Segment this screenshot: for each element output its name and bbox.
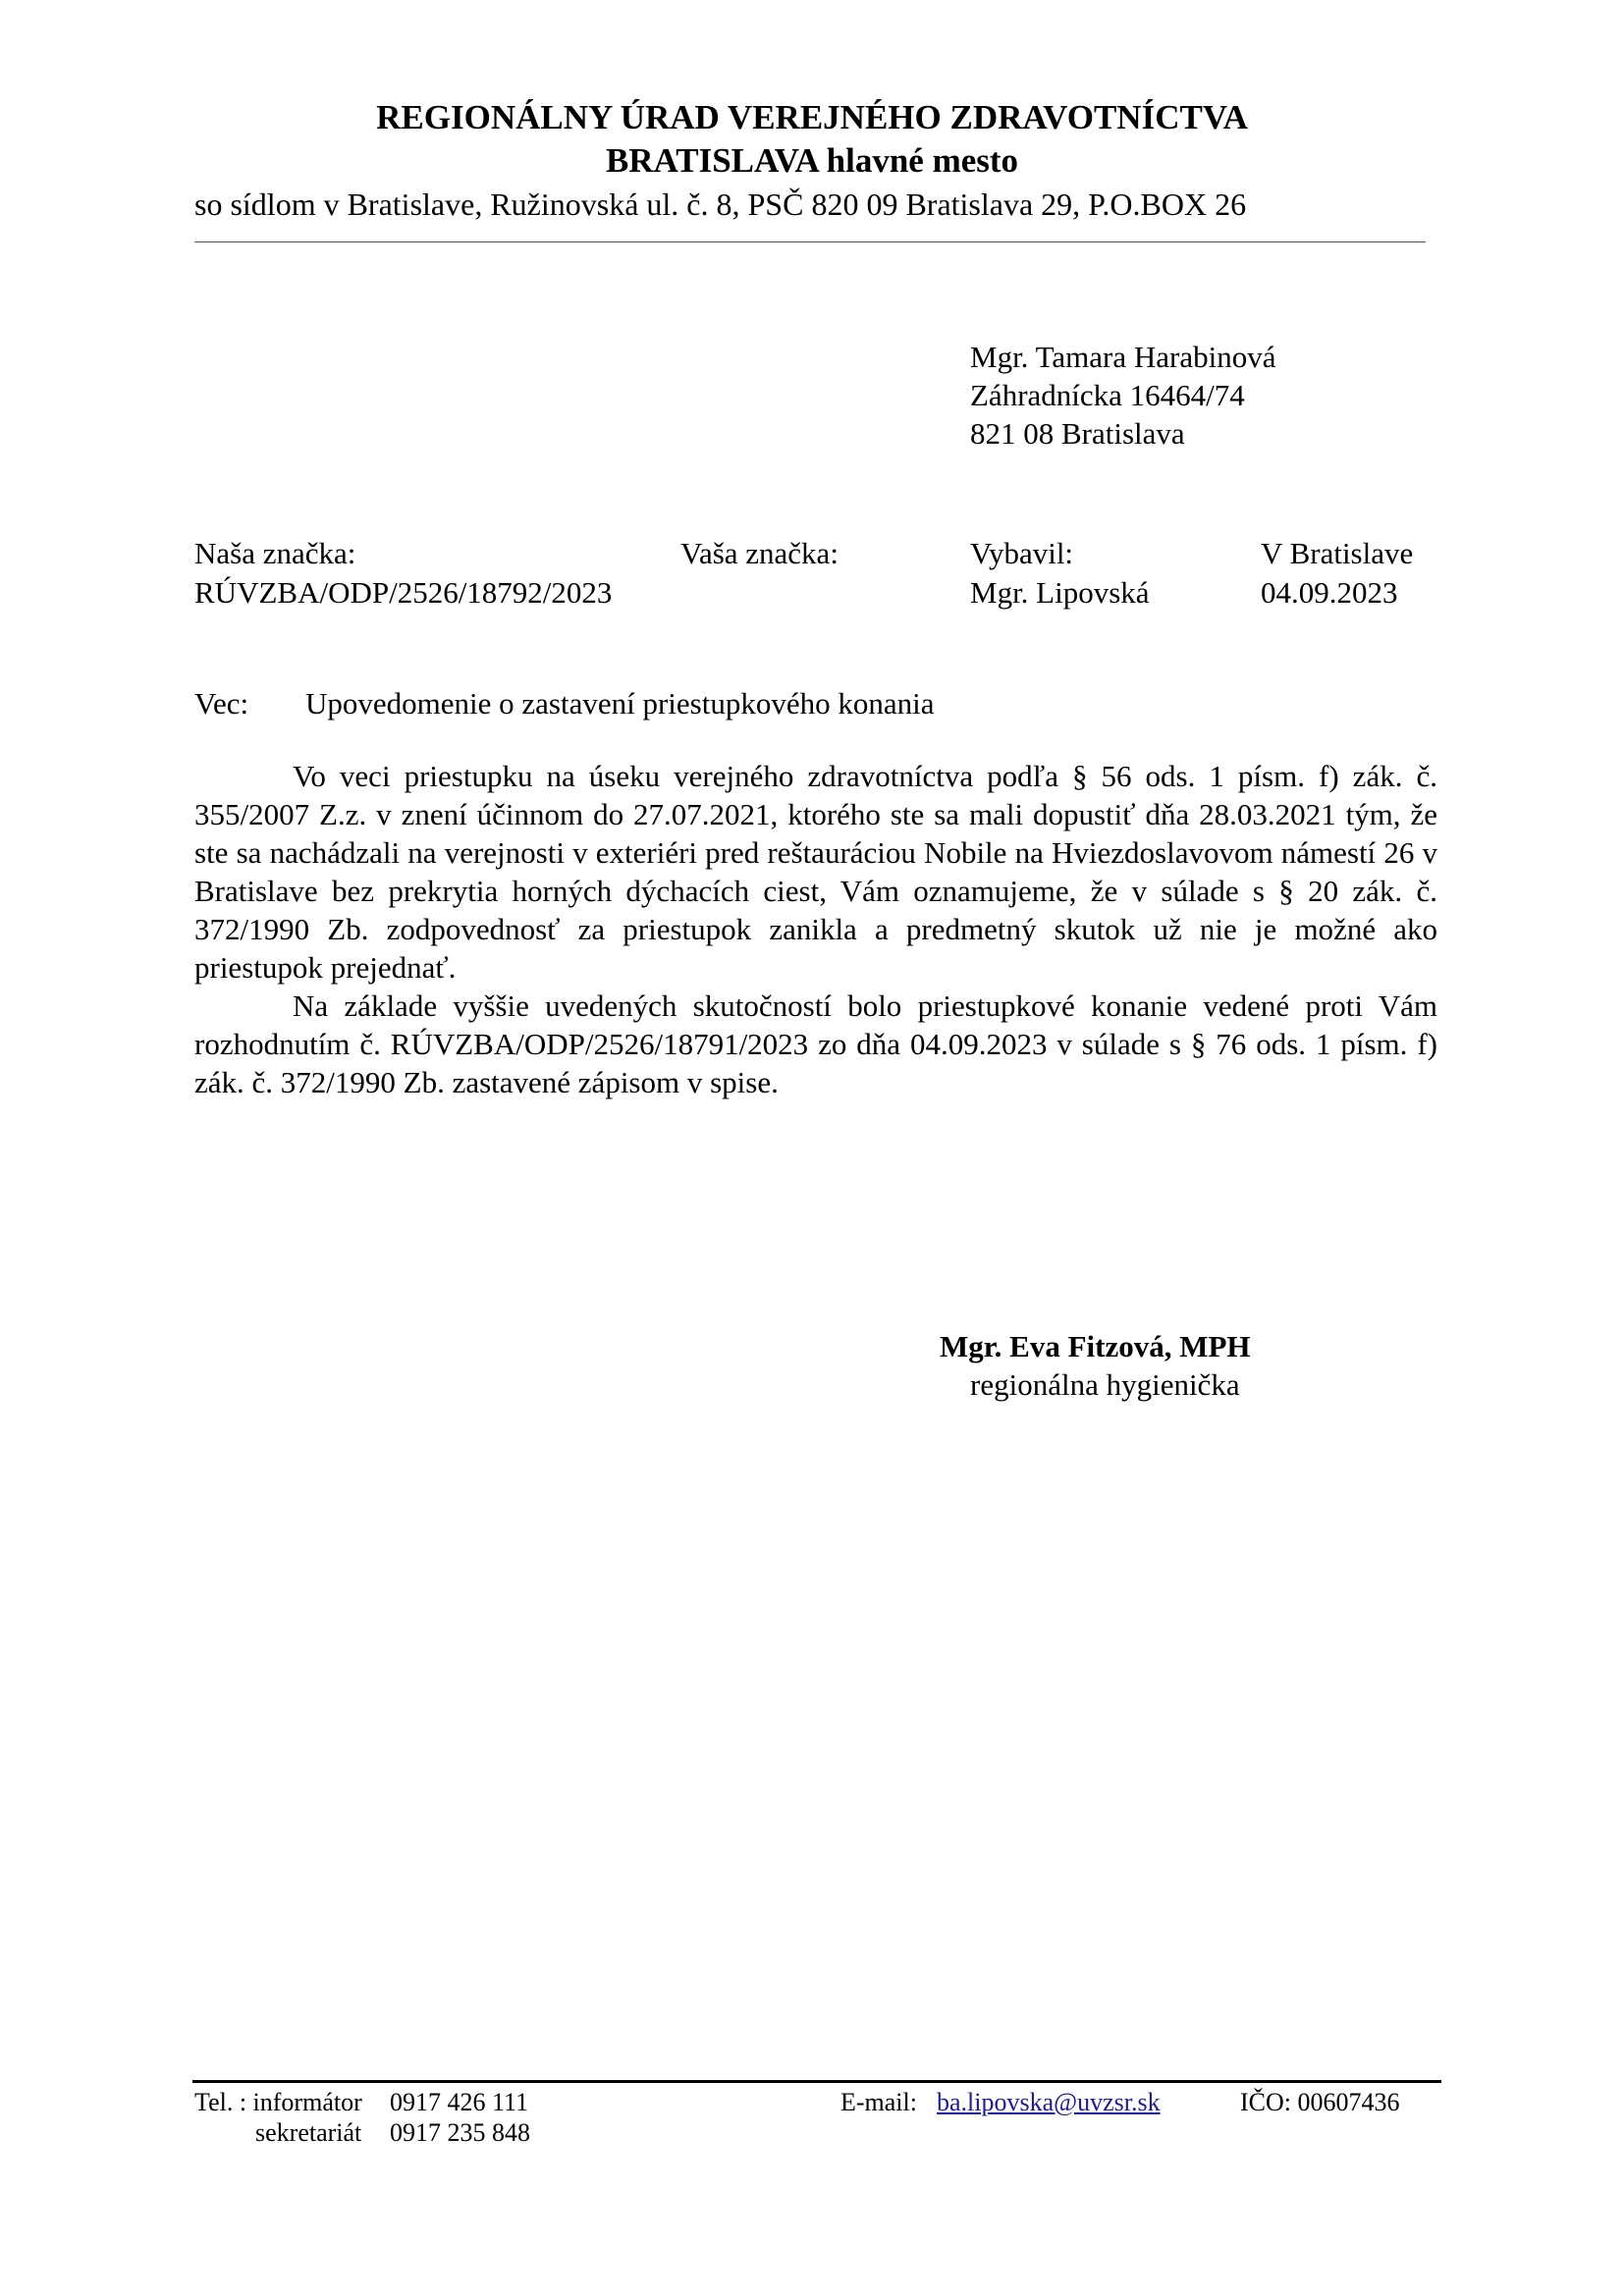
phone-informator-label: Tel. : informátor	[194, 2088, 362, 2116]
recipient-street: Záhradnícka 16464/74	[970, 378, 1245, 412]
letter-date: 04.09.2023	[1261, 575, 1398, 610]
body-paragraph-1: Vo veci priestupku na úseku verejného zdravotníctva podľa § 56 ods. 1 písm. f) zák. č. 355/2007 Z.z. v znení účinnom do 27.07.2021, ktorého ste sa mali dopustiť dňa 28.03.2021 tým, že ste sa nachádzali na verejnosti v exteriéri pred reštauráciou Nobile na Hviezdoslavovom námestí 26 v Bratislave bez prekrytia horných dýchacích ciest, Vám oznamujeme, že v súlade s § 20 zák. č. 372/1990 Zb. zodpovednosť za priestupok zanikla a predmetný skutok už nie je možné ako priestupok prejednať.	[194, 759, 1437, 985]
recipient-address-block	[970, 338, 1275, 453]
recipient-city: 821 08 Bratislava	[970, 416, 1185, 451]
phone-secretary-number: 0917 235 848	[390, 2118, 530, 2147]
our-reference-value: RÚVZBA/ODP/2526/18792/2023	[194, 575, 613, 610]
subject-label: Vec:	[194, 686, 249, 721]
handled-by-label: Vybavil:	[970, 536, 1074, 570]
phone-secretary-label: sekretariát	[255, 2118, 362, 2147]
recipient-name: Mgr. Tamara Harabinová	[970, 340, 1276, 374]
email-link[interactable]: ba.lipovska@uvzsr.sk	[937, 2088, 1161, 2116]
email-label: E-mail:	[840, 2088, 917, 2116]
our-reference-label: Naša značka:	[194, 536, 356, 570]
header-divider	[194, 241, 1426, 242]
place-label: V Bratislave	[1261, 536, 1414, 570]
organization-city: BRATISLAVA hlavné mesto	[605, 141, 1019, 180]
body-paragraph-2: Na základe vyššie uvedených skutočností bolo priestupkové konanie vedené proti Vám rozhodnutím č. RÚVZBA/ODP/2526/18791/2023 zo dňa 04.09.2023 v súlade s § 76 ods. 1 písm. f) zák. č. 372/1990 Zb. zastavené zápisom v spise.	[194, 988, 1437, 1099]
footer-divider	[192, 2080, 1441, 2083]
phone-informator-number: 0917 426 111	[390, 2088, 529, 2116]
organization-name: REGIONÁLNY ÚRAD VEREJNÉHO ZDRAVOTNÍCTVA	[376, 98, 1248, 136]
organization-address: so sídlom v Bratislave, Ružinovská ul. č. 8, PSČ 820 09 Bratislava 29, P.O.BOX 26	[194, 187, 1247, 222]
signatory-name: Mgr. Eva Fitzová, MPH	[940, 1329, 1251, 1363]
letter-body	[194, 757, 1437, 1101]
signatory-title: regionálna hygienička	[970, 1367, 1240, 1402]
handled-by-value: Mgr. Lipovská	[970, 575, 1150, 610]
your-reference-label: Vaša značka:	[680, 536, 839, 570]
company-id: IČO: 00607436	[1240, 2088, 1400, 2116]
subject-text: Upovedomenie o zastavení priestupkového konania	[305, 686, 935, 721]
